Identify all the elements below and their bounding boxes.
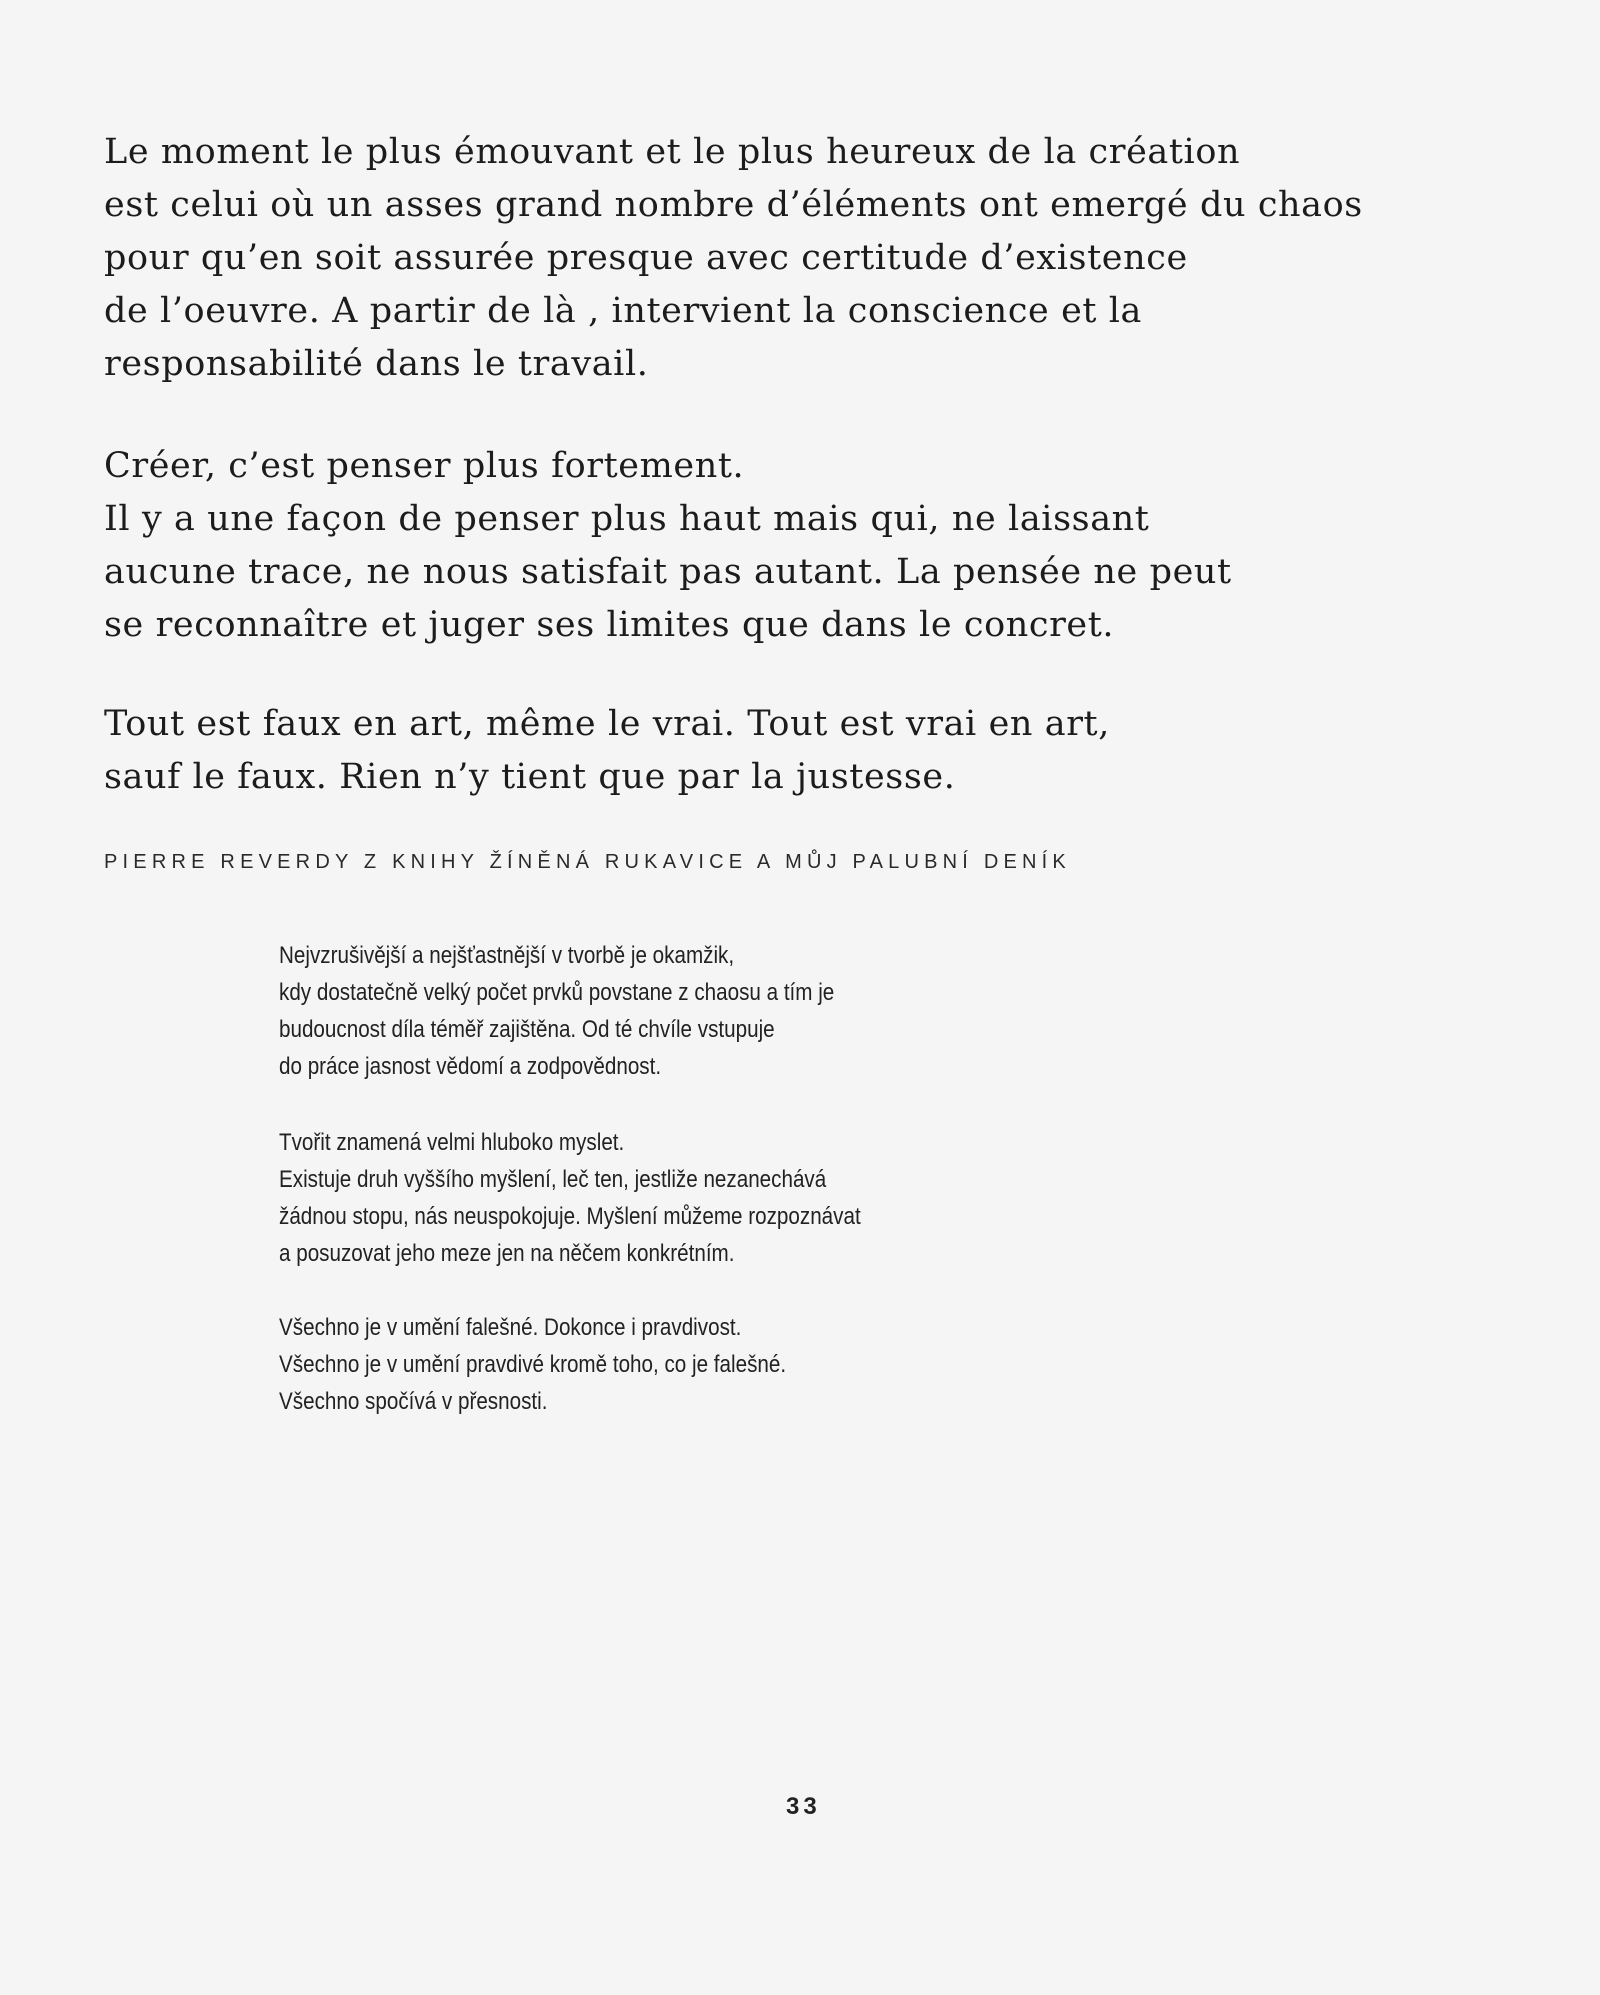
text-line: a posuzovat jeho meze jen na něčem konkrétním.: [279, 1240, 735, 1267]
text-line: do práce jasnost vědomí a zodpovědnost.: [279, 1053, 662, 1080]
french-paragraph-1: [104, 126, 1384, 391]
text-line: se reconnaître et juger ses limites que dans le concret.: [104, 605, 1115, 645]
text-line: pour qu’en soit assurée presque avec certitude d’existence: [104, 238, 1188, 278]
czech-paragraph-3: [279, 1309, 1179, 1420]
french-paragraph-2: [104, 440, 1384, 652]
text-line: Existuje druh vyššího myšlení, leč ten, jestliže nezanechává: [279, 1166, 827, 1193]
page-number: 33: [786, 1793, 821, 1820]
text-line: responsabilité dans le travail.: [104, 344, 649, 384]
text-line: Všechno je v umění pravdivé kromě toho, co je falešné.: [279, 1351, 787, 1378]
text-line: Tvořit znamená velmi hluboko myslet.: [279, 1129, 625, 1156]
text-line: kdy dostatečně velký počet prvků povstane z chaosu a tím je: [279, 979, 835, 1006]
text-line: Il y a une façon de penser plus haut mais qui, ne laissant: [104, 499, 1150, 539]
text-line: sauf le faux. Rien n’y tient que par la justesse.: [104, 757, 956, 797]
text-line: žádnou stopu, nás neuspokojuje. Myšlení můžeme rozpoznávat: [279, 1203, 861, 1230]
text-line: budoucnost díla téměř zajištěna. Od té chvíle vstupuje: [279, 1016, 775, 1043]
czech-paragraph-1: [279, 937, 1179, 1085]
text-line: de l’oeuvre. A partir de là , intervient la conscience et la: [104, 291, 1143, 331]
text-line: Všechno spočívá v přesnosti.: [279, 1388, 548, 1415]
attribution-caption: PIERRE REVERDY Z KNIHY ŽÍNĚNÁ RUKAVICE A MŮJ PALUBNÍ DENÍK: [104, 851, 1071, 873]
text-line: Créer, c’est penser plus fortement.: [104, 446, 745, 486]
text-line: aucune trace, ne nous satisfait pas autant. La pensée ne peut: [104, 552, 1232, 592]
text-line: Le moment le plus émouvant et le plus heureux de la création: [104, 132, 1241, 172]
french-paragraph-3: [104, 698, 1384, 804]
text-line: Tout est faux en art, même le vrai. Tout est vrai en art,: [104, 704, 1110, 744]
text-line: Nejvzrušivější a nejšťastnější v tvorbě je okamžik,: [279, 942, 735, 969]
text-line: Všechno je v umění falešné. Dokonce i pravdivost.: [279, 1314, 742, 1341]
text-line: est celui où un asses grand nombre d’éléments ont emergé du chaos: [104, 185, 1363, 225]
czech-paragraph-2: [279, 1124, 1179, 1272]
